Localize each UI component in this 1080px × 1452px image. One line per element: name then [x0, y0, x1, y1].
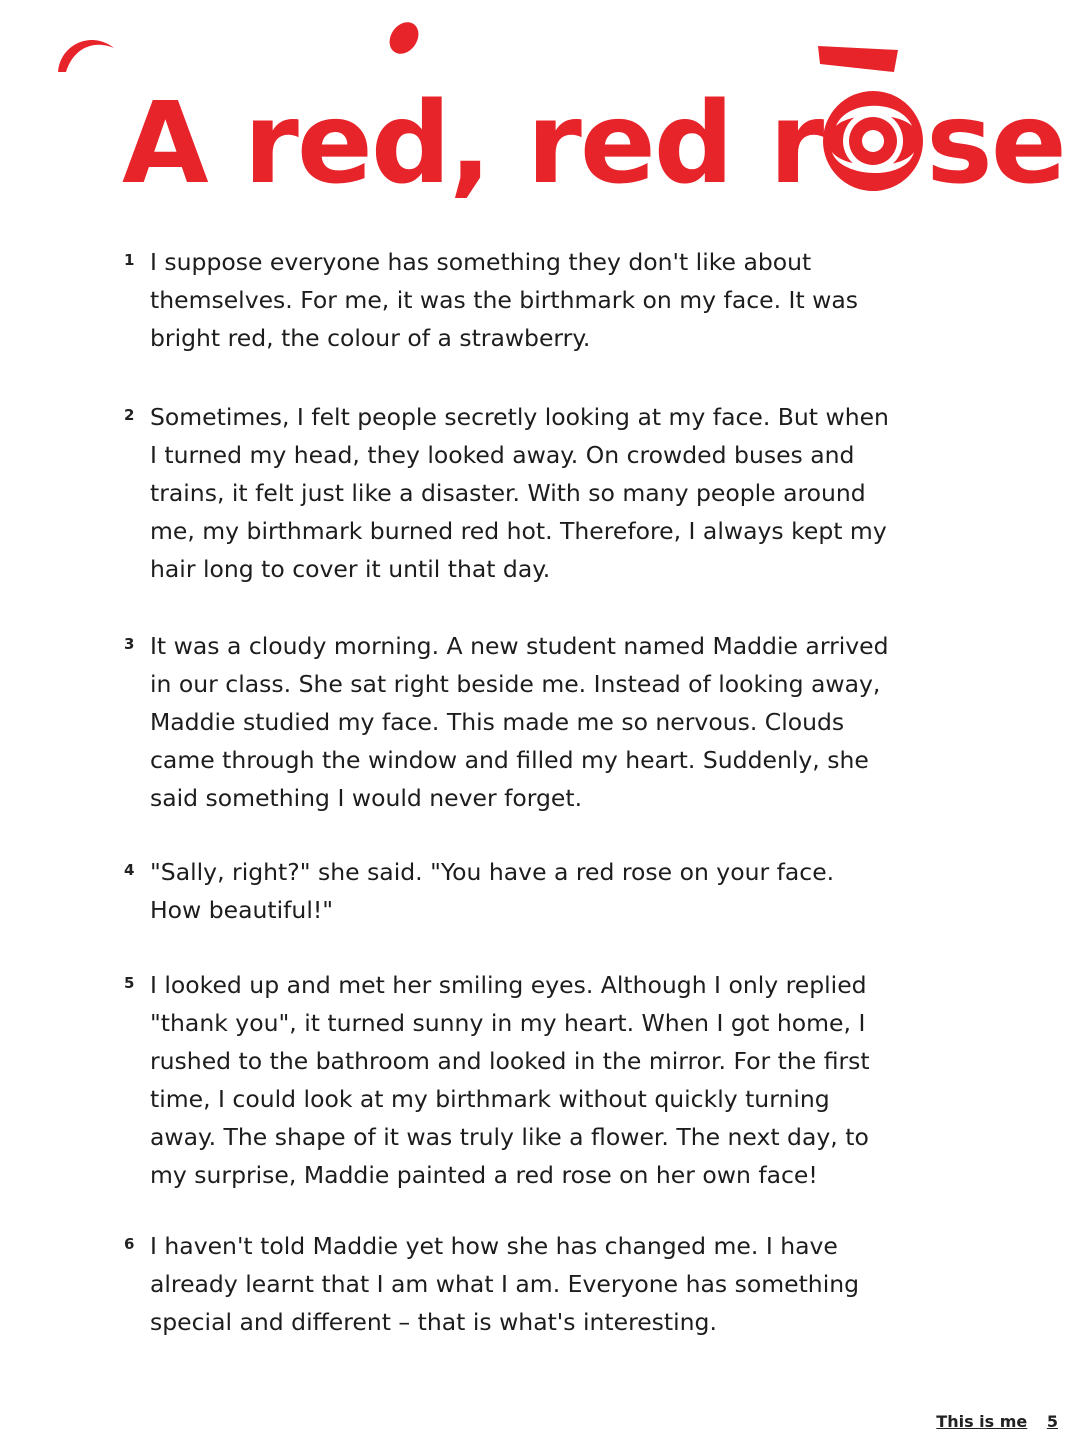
paragraph-number: 1 [124, 251, 135, 269]
paragraph-text: Sometimes, I felt people secretly looking at my face. But when I turned my head, they looked away. On crowded buses and trains, it felt just like a disaster. With so many people around me, my birthmark burned red hot. Therefore, I always kept my hair long to cover it until that day. [150, 403, 889, 583]
paragraph-text: It was a cloudy morning. A new student named Maddie arrived in our class. She sat right beside me. Instead of looking away, Maddie studied my face. This made me so nervous. Clouds came through the window and filled my heart. Suddenly, she said something I would never forget. [150, 632, 889, 812]
title-banner [0, 0, 1080, 240]
paragraph-text: I looked up and met her smiling eyes. Although I only replied "thank you", it turned sunny in my heart. When I got home, I rushed to the bathroom and looked in the mirror. For the first time, I could look at my birthmark without quickly turning away. The shape of it was truly like a flower. The next day, to my surprise, Maddie painted a red rose on her own face! [150, 971, 870, 1189]
red-dash-decoration [814, 38, 904, 78]
paragraph-number: 6 [124, 1235, 135, 1253]
title-text-part-1: A red, red r [122, 79, 823, 209]
red-drop-decoration [384, 18, 424, 58]
paragraph-5 [124, 966, 890, 1194]
title-text-part-2: se [926, 79, 1065, 209]
page-footer [936, 1412, 1058, 1431]
paragraph-3 [124, 627, 890, 817]
paragraph-6 [124, 1227, 890, 1341]
paragraph-text: I haven't told Maddie yet how she has changed me. I have already learnt that I am what I am. Everyone has something special and different – that is what's interesting. [150, 1232, 860, 1336]
page-number: 5 [1046, 1412, 1058, 1431]
paragraph-1 [124, 243, 890, 357]
page-title [122, 79, 1065, 209]
paragraph-number: 2 [124, 406, 135, 424]
paragraph-number: 3 [124, 635, 135, 653]
footer-unit-label: This is me [936, 1412, 1028, 1431]
paragraph-text: "Sally, right?" she said. "You have a red rose on your face. How beautiful!" [150, 858, 835, 924]
rose-o-icon [818, 86, 928, 196]
paragraph-2 [124, 398, 890, 588]
paragraph-text: I suppose everyone has something they don't like about themselves. For me, it was the birthmark on my face. It was bright red, the colour of a strawberry. [150, 248, 859, 352]
paragraph-4 [124, 853, 890, 929]
red-arc-decoration [52, 26, 122, 76]
paragraph-number: 4 [124, 861, 135, 879]
paragraph-number: 5 [124, 974, 135, 992]
